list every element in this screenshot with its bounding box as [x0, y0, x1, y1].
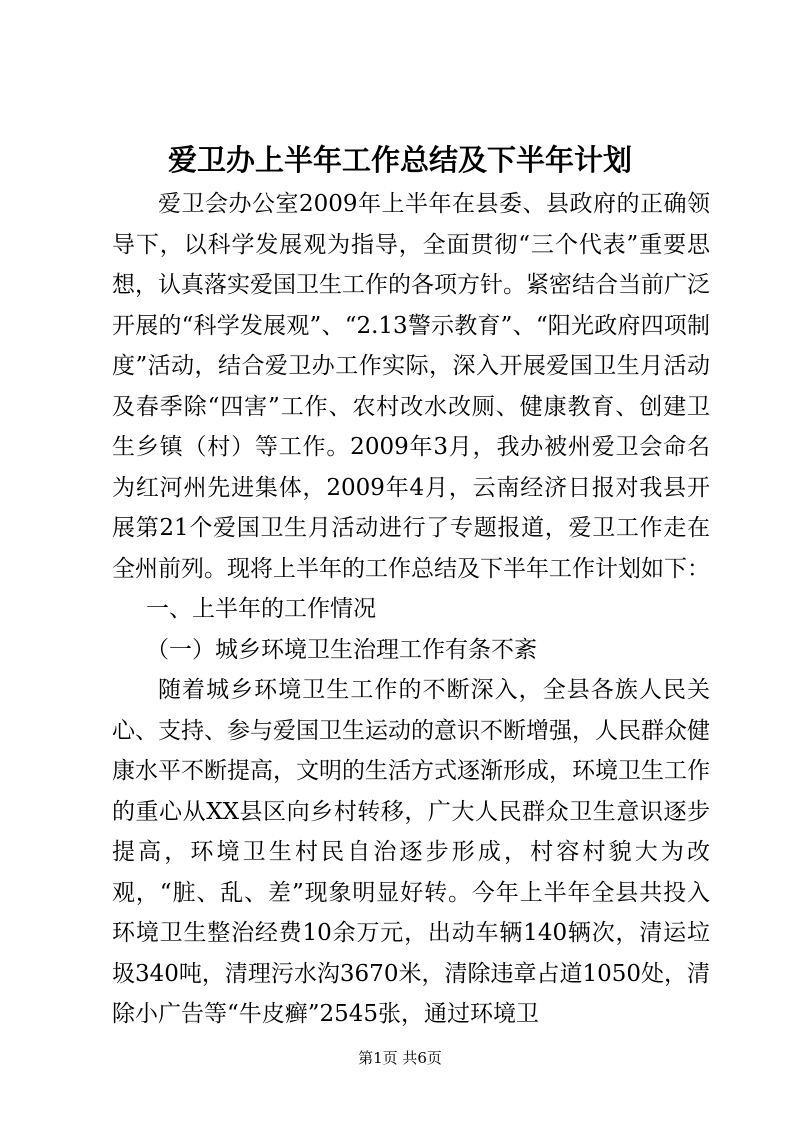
subsection-heading: （一）城乡环境卫生治理工作有条不紊 — [146, 636, 537, 663]
environment-paragraph: 随着城乡环境卫生工作的不断深入，全县各族人民关心、支持、参与爱国卫生运动的意识不断增强，人民群众健康水平不断提高，文明的生活方式逐渐形成，环境卫生工作的重心从XX县区向乡村转移，广大人民群众卫生意识逐步提高，环境卫生村民自治逐步形成，村容村貌大为改观，“脏、乱、差”现象明显好转。今年上半年全县共投入环境卫生整治经费10余万元，出动车辆140辆次，清运垃圾340吨，清理污水沟3670米，清除违章占道1050处，清除小广告等“牛皮癣”2545张，通过环境卫 — [112, 677, 710, 1027]
intro-paragraph: 爱卫会办公室2009年上半年在县委、县政府的正确领导下，以科学发展观为指导，全面贯彻“三个代表”重要思想，认真落实爱国卫生工作的各项方针。紧密结合当前广泛开展的“科学发展观”、“2.13警示教育”、“阳光政府四项制度”活动，结合爱卫办工作实际，深入开展爱国卫生月活动及春季除“四害”工作、农村改水改厕、健康教育、创建卫生乡镇（村）等工作。2009年3月，我办被州爱卫会命名为红河州先进集体，2009年4月，云南经济日报对我县开展第21个爱国卫生月活动进行了专题报道，爱卫工作走在全州前列。现将上半年的工作总结及下半年工作计划如下： — [112, 191, 710, 582]
section-heading: 一、上半年的工作情况 — [146, 596, 376, 622]
document-title: 爱卫办上半年工作总结及下半年计划 — [167, 143, 632, 177]
page-number-footer: 第1页 共6页 — [358, 1049, 442, 1067]
document-body — [112, 184, 710, 1035]
